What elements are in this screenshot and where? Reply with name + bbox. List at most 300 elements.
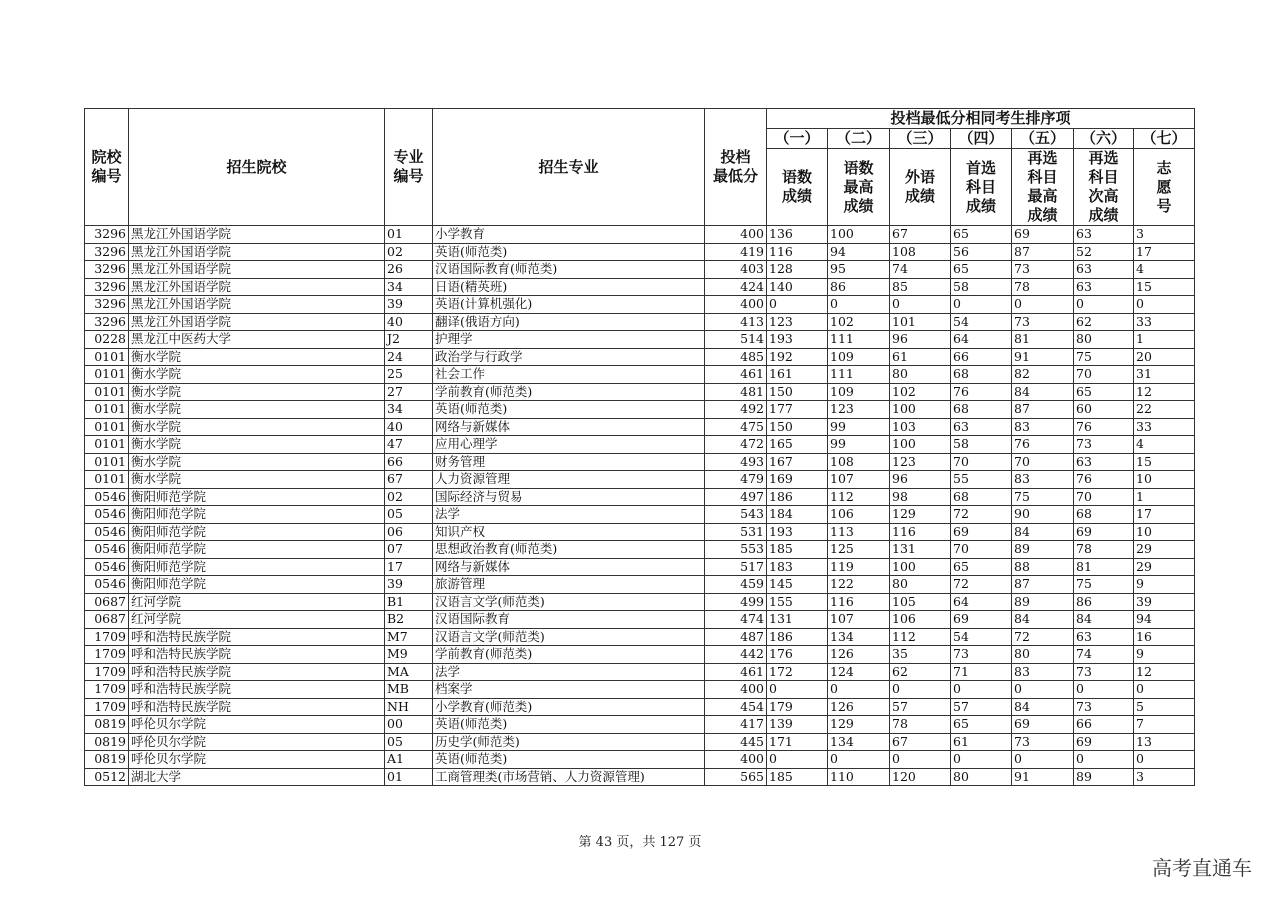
header-order-2: （二） bbox=[828, 129, 890, 149]
preference-number-cell: 10 bbox=[1134, 523, 1195, 541]
school-name-cell: 衡水学院 bbox=[129, 366, 385, 384]
major-name-cell: 日语(精英班) bbox=[433, 278, 705, 296]
major-name-cell: 汉语言文学(师范类) bbox=[433, 593, 705, 611]
chinese-math-max-cell: 134 bbox=[828, 628, 890, 646]
preference-number-cell: 9 bbox=[1134, 646, 1195, 664]
chinese-math-max-cell: 111 bbox=[828, 366, 890, 384]
min-score-cell: 400 bbox=[705, 751, 767, 769]
elective-max-score-cell: 0 bbox=[1012, 296, 1074, 314]
table-row bbox=[85, 593, 1195, 611]
table-row bbox=[85, 331, 1195, 349]
elective-second-score-cell: 63 bbox=[1074, 628, 1134, 646]
min-score-cell: 400 bbox=[705, 681, 767, 699]
elective-second-score-cell: 65 bbox=[1074, 383, 1134, 401]
chinese-math-score-cell: 176 bbox=[767, 646, 828, 664]
elective-max-score-cell: 87 bbox=[1012, 401, 1074, 419]
major-code-cell: 34 bbox=[385, 278, 433, 296]
elective-max-score-cell: 81 bbox=[1012, 331, 1074, 349]
min-score-cell: 492 bbox=[705, 401, 767, 419]
foreign-language-score-cell: 112 bbox=[890, 628, 951, 646]
elective-second-score-cell: 52 bbox=[1074, 243, 1134, 261]
table-row bbox=[85, 751, 1195, 769]
preference-number-cell: 33 bbox=[1134, 313, 1195, 331]
foreign-language-score-cell: 67 bbox=[890, 226, 951, 244]
chinese-math-max-cell: 95 bbox=[828, 261, 890, 279]
first-subject-score-cell: 58 bbox=[951, 436, 1012, 454]
chinese-math-score-cell: 165 bbox=[767, 436, 828, 454]
first-subject-score-cell: 65 bbox=[951, 716, 1012, 734]
min-score-cell: 474 bbox=[705, 611, 767, 629]
min-score-cell: 419 bbox=[705, 243, 767, 261]
min-score-cell: 475 bbox=[705, 418, 767, 436]
header-elective-second-score: 再选 科目 次高 成绩 bbox=[1074, 149, 1134, 226]
major-name-cell: 护理学 bbox=[433, 331, 705, 349]
school-code-cell: 1709 bbox=[85, 663, 129, 681]
elective-max-score-cell: 73 bbox=[1012, 313, 1074, 331]
min-score-cell: 442 bbox=[705, 646, 767, 664]
chinese-math-score-cell: 177 bbox=[767, 401, 828, 419]
school-code-cell: 0546 bbox=[85, 541, 129, 559]
elective-max-score-cell: 90 bbox=[1012, 506, 1074, 524]
major-code-cell: 40 bbox=[385, 418, 433, 436]
major-name-cell: 人力资源管理 bbox=[433, 471, 705, 489]
min-score-cell: 565 bbox=[705, 768, 767, 786]
elective-second-score-cell: 0 bbox=[1074, 751, 1134, 769]
school-name-cell: 呼和浩特民族学院 bbox=[129, 681, 385, 699]
school-name-cell: 黑龙江外国语学院 bbox=[129, 261, 385, 279]
school-code-cell: 1709 bbox=[85, 681, 129, 699]
first-subject-score-cell: 64 bbox=[951, 331, 1012, 349]
school-name-cell: 衡水学院 bbox=[129, 418, 385, 436]
first-subject-score-cell: 65 bbox=[951, 558, 1012, 576]
elective-max-score-cell: 83 bbox=[1012, 418, 1074, 436]
major-name-cell: 翻译(俄语方向) bbox=[433, 313, 705, 331]
school-name-cell: 衡阳师范学院 bbox=[129, 541, 385, 559]
page-footer: 第 43 页，共 127 页 bbox=[578, 835, 702, 850]
admission-score-table bbox=[84, 108, 1195, 786]
chinese-math-max-cell: 124 bbox=[828, 663, 890, 681]
chinese-math-score-cell: 171 bbox=[767, 733, 828, 751]
chinese-math-max-cell: 106 bbox=[828, 506, 890, 524]
foreign-language-score-cell: 74 bbox=[890, 261, 951, 279]
first-subject-score-cell: 72 bbox=[951, 576, 1012, 594]
first-subject-score-cell: 68 bbox=[951, 488, 1012, 506]
major-code-cell: NH bbox=[385, 698, 433, 716]
chinese-math-max-cell: 110 bbox=[828, 768, 890, 786]
school-name-cell: 黑龙江外国语学院 bbox=[129, 313, 385, 331]
major-name-cell: 思想政治教育(师范类) bbox=[433, 541, 705, 559]
major-code-cell: M9 bbox=[385, 646, 433, 664]
first-subject-score-cell: 54 bbox=[951, 313, 1012, 331]
table-row bbox=[85, 716, 1195, 734]
school-code-cell: 3296 bbox=[85, 278, 129, 296]
elective-second-score-cell: 62 bbox=[1074, 313, 1134, 331]
major-name-cell: 社会工作 bbox=[433, 366, 705, 384]
chinese-math-score-cell: 185 bbox=[767, 768, 828, 786]
school-name-cell: 红河学院 bbox=[129, 611, 385, 629]
school-code-cell: 0819 bbox=[85, 716, 129, 734]
elective-second-score-cell: 89 bbox=[1074, 768, 1134, 786]
major-code-cell: 40 bbox=[385, 313, 433, 331]
table-row bbox=[85, 296, 1195, 314]
min-score-cell: 514 bbox=[705, 331, 767, 349]
school-name-cell: 呼伦贝尔学院 bbox=[129, 716, 385, 734]
chinese-math-max-cell: 102 bbox=[828, 313, 890, 331]
min-score-cell: 499 bbox=[705, 593, 767, 611]
elective-second-score-cell: 75 bbox=[1074, 348, 1134, 366]
header-tiebreak-group: 投档最低分相同考生排序项 bbox=[767, 109, 1195, 129]
foreign-language-score-cell: 100 bbox=[890, 401, 951, 419]
foreign-language-score-cell: 105 bbox=[890, 593, 951, 611]
major-code-cell: 05 bbox=[385, 506, 433, 524]
elective-second-score-cell: 76 bbox=[1074, 471, 1134, 489]
school-name-cell: 黑龙江外国语学院 bbox=[129, 243, 385, 261]
preference-number-cell: 4 bbox=[1134, 436, 1195, 454]
chinese-math-score-cell: 0 bbox=[767, 296, 828, 314]
foreign-language-score-cell: 85 bbox=[890, 278, 951, 296]
header-chinese-math-score: 语数 成绩 bbox=[767, 149, 828, 226]
elective-second-score-cell: 60 bbox=[1074, 401, 1134, 419]
school-name-cell: 衡水学院 bbox=[129, 348, 385, 366]
foreign-language-score-cell: 131 bbox=[890, 541, 951, 559]
preference-number-cell: 7 bbox=[1134, 716, 1195, 734]
first-subject-score-cell: 64 bbox=[951, 593, 1012, 611]
major-code-cell: M7 bbox=[385, 628, 433, 646]
major-name-cell: 网络与新媒体 bbox=[433, 558, 705, 576]
chinese-math-max-cell: 112 bbox=[828, 488, 890, 506]
first-subject-score-cell: 73 bbox=[951, 646, 1012, 664]
school-code-cell: 0101 bbox=[85, 471, 129, 489]
elective-second-score-cell: 63 bbox=[1074, 278, 1134, 296]
major-code-cell: 34 bbox=[385, 401, 433, 419]
chinese-math-max-cell: 109 bbox=[828, 348, 890, 366]
chinese-math-score-cell: 139 bbox=[767, 716, 828, 734]
preference-number-cell: 29 bbox=[1134, 558, 1195, 576]
elective-second-score-cell: 81 bbox=[1074, 558, 1134, 576]
chinese-math-score-cell: 128 bbox=[767, 261, 828, 279]
major-code-cell: 67 bbox=[385, 471, 433, 489]
major-code-cell: 02 bbox=[385, 243, 433, 261]
first-subject-score-cell: 69 bbox=[951, 523, 1012, 541]
first-subject-score-cell: 68 bbox=[951, 366, 1012, 384]
chinese-math-max-cell: 0 bbox=[828, 751, 890, 769]
elective-max-score-cell: 83 bbox=[1012, 471, 1074, 489]
min-score-cell: 531 bbox=[705, 523, 767, 541]
chinese-math-max-cell: 123 bbox=[828, 401, 890, 419]
major-name-cell: 学前教育(师范类) bbox=[433, 646, 705, 664]
chinese-math-score-cell: 169 bbox=[767, 471, 828, 489]
preference-number-cell: 3 bbox=[1134, 768, 1195, 786]
elective-max-score-cell: 91 bbox=[1012, 348, 1074, 366]
foreign-language-score-cell: 0 bbox=[890, 681, 951, 699]
major-name-cell: 历史学(师范类) bbox=[433, 733, 705, 751]
elective-max-score-cell: 91 bbox=[1012, 768, 1074, 786]
table-row bbox=[85, 471, 1195, 489]
preference-number-cell: 17 bbox=[1134, 243, 1195, 261]
first-subject-score-cell: 70 bbox=[951, 541, 1012, 559]
major-name-cell: 应用心理学 bbox=[433, 436, 705, 454]
school-code-cell: 3296 bbox=[85, 243, 129, 261]
school-code-cell: 0101 bbox=[85, 401, 129, 419]
elective-second-score-cell: 63 bbox=[1074, 453, 1134, 471]
major-name-cell: 汉语国际教育 bbox=[433, 611, 705, 629]
first-subject-score-cell: 69 bbox=[951, 611, 1012, 629]
elective-second-score-cell: 76 bbox=[1074, 418, 1134, 436]
table-row bbox=[85, 768, 1195, 786]
preference-number-cell: 1 bbox=[1134, 488, 1195, 506]
school-code-cell: 1709 bbox=[85, 646, 129, 664]
chinese-math-max-cell: 126 bbox=[828, 646, 890, 664]
elective-second-score-cell: 0 bbox=[1074, 681, 1134, 699]
header-min-score: 投档 最低分 bbox=[705, 109, 767, 226]
school-code-cell: 0228 bbox=[85, 331, 129, 349]
min-score-cell: 543 bbox=[705, 506, 767, 524]
school-code-cell: 0546 bbox=[85, 506, 129, 524]
elective-max-score-cell: 84 bbox=[1012, 383, 1074, 401]
table-row bbox=[85, 698, 1195, 716]
first-subject-score-cell: 65 bbox=[951, 226, 1012, 244]
school-code-cell: 3296 bbox=[85, 226, 129, 244]
elective-second-score-cell: 69 bbox=[1074, 523, 1134, 541]
foreign-language-score-cell: 116 bbox=[890, 523, 951, 541]
major-code-cell: 01 bbox=[385, 226, 433, 244]
elective-second-score-cell: 69 bbox=[1074, 733, 1134, 751]
elective-max-score-cell: 69 bbox=[1012, 226, 1074, 244]
header-order-4: （四） bbox=[951, 129, 1012, 149]
elective-second-score-cell: 75 bbox=[1074, 576, 1134, 594]
elective-second-score-cell: 70 bbox=[1074, 366, 1134, 384]
preference-number-cell: 17 bbox=[1134, 506, 1195, 524]
major-name-cell: 法学 bbox=[433, 663, 705, 681]
elective-second-score-cell: 86 bbox=[1074, 593, 1134, 611]
min-score-cell: 424 bbox=[705, 278, 767, 296]
chinese-math-max-cell: 0 bbox=[828, 296, 890, 314]
school-code-cell: 0546 bbox=[85, 558, 129, 576]
elective-second-score-cell: 78 bbox=[1074, 541, 1134, 559]
major-name-cell: 政治学与行政学 bbox=[433, 348, 705, 366]
preference-number-cell: 4 bbox=[1134, 261, 1195, 279]
header-order-3: （三） bbox=[890, 129, 951, 149]
table-header bbox=[85, 109, 1195, 226]
header-first-subject-score: 首选 科目 成绩 bbox=[951, 149, 1012, 226]
elective-max-score-cell: 73 bbox=[1012, 733, 1074, 751]
major-code-cell: 27 bbox=[385, 383, 433, 401]
first-subject-score-cell: 57 bbox=[951, 698, 1012, 716]
table-row bbox=[85, 436, 1195, 454]
elective-max-score-cell: 80 bbox=[1012, 646, 1074, 664]
school-name-cell: 衡水学院 bbox=[129, 383, 385, 401]
table-row bbox=[85, 261, 1195, 279]
major-code-cell: 17 bbox=[385, 558, 433, 576]
school-code-cell: 0101 bbox=[85, 383, 129, 401]
major-code-cell: B2 bbox=[385, 611, 433, 629]
table-row bbox=[85, 366, 1195, 384]
major-code-cell: 00 bbox=[385, 716, 433, 734]
major-name-cell: 小学教育(师范类) bbox=[433, 698, 705, 716]
chinese-math-max-cell: 119 bbox=[828, 558, 890, 576]
school-name-cell: 红河学院 bbox=[129, 593, 385, 611]
school-name-cell: 黑龙江中医药大学 bbox=[129, 331, 385, 349]
major-name-cell: 英语(计算机强化) bbox=[433, 296, 705, 314]
chinese-math-max-cell: 108 bbox=[828, 453, 890, 471]
elective-max-score-cell: 84 bbox=[1012, 611, 1074, 629]
foreign-language-score-cell: 101 bbox=[890, 313, 951, 331]
school-code-cell: 0101 bbox=[85, 348, 129, 366]
chinese-math-max-cell: 99 bbox=[828, 418, 890, 436]
table-row bbox=[85, 506, 1195, 524]
header-order-7: （七） bbox=[1134, 129, 1195, 149]
school-code-cell: 0101 bbox=[85, 366, 129, 384]
foreign-language-score-cell: 0 bbox=[890, 296, 951, 314]
school-code-cell: 0819 bbox=[85, 733, 129, 751]
chinese-math-score-cell: 131 bbox=[767, 611, 828, 629]
preference-number-cell: 3 bbox=[1134, 226, 1195, 244]
preference-number-cell: 94 bbox=[1134, 611, 1195, 629]
school-name-cell: 衡阳师范学院 bbox=[129, 576, 385, 594]
chinese-math-score-cell: 186 bbox=[767, 488, 828, 506]
chinese-math-max-cell: 113 bbox=[828, 523, 890, 541]
preference-number-cell: 0 bbox=[1134, 751, 1195, 769]
elective-max-score-cell: 73 bbox=[1012, 261, 1074, 279]
major-code-cell: 66 bbox=[385, 453, 433, 471]
school-name-cell: 呼伦贝尔学院 bbox=[129, 733, 385, 751]
school-name-cell: 衡水学院 bbox=[129, 471, 385, 489]
chinese-math-score-cell: 186 bbox=[767, 628, 828, 646]
chinese-math-score-cell: 0 bbox=[767, 681, 828, 699]
table-row bbox=[85, 453, 1195, 471]
school-name-cell: 衡水学院 bbox=[129, 453, 385, 471]
elective-max-score-cell: 70 bbox=[1012, 453, 1074, 471]
elective-max-score-cell: 87 bbox=[1012, 243, 1074, 261]
min-score-cell: 445 bbox=[705, 733, 767, 751]
foreign-language-score-cell: 103 bbox=[890, 418, 951, 436]
school-name-cell: 衡水学院 bbox=[129, 436, 385, 454]
major-code-cell: 25 bbox=[385, 366, 433, 384]
school-code-cell: 1709 bbox=[85, 698, 129, 716]
first-subject-score-cell: 80 bbox=[951, 768, 1012, 786]
major-code-cell: B1 bbox=[385, 593, 433, 611]
foreign-language-score-cell: 67 bbox=[890, 733, 951, 751]
preference-number-cell: 10 bbox=[1134, 471, 1195, 489]
chinese-math-score-cell: 150 bbox=[767, 418, 828, 436]
school-name-cell: 呼和浩特民族学院 bbox=[129, 698, 385, 716]
elective-second-score-cell: 0 bbox=[1074, 296, 1134, 314]
first-subject-score-cell: 54 bbox=[951, 628, 1012, 646]
school-code-cell: 0546 bbox=[85, 523, 129, 541]
chinese-math-max-cell: 107 bbox=[828, 471, 890, 489]
header-major-name: 招生专业 bbox=[433, 109, 705, 226]
first-subject-score-cell: 65 bbox=[951, 261, 1012, 279]
first-subject-score-cell: 0 bbox=[951, 751, 1012, 769]
preference-number-cell: 29 bbox=[1134, 541, 1195, 559]
major-name-cell: 工商管理类(市场营销、人力资源管理) bbox=[433, 768, 705, 786]
min-score-cell: 417 bbox=[705, 716, 767, 734]
school-code-cell: 0819 bbox=[85, 751, 129, 769]
chinese-math-score-cell: 172 bbox=[767, 663, 828, 681]
header-chinese-math-max: 语数 最高 成绩 bbox=[828, 149, 890, 226]
table-row bbox=[85, 541, 1195, 559]
chinese-math-max-cell: 107 bbox=[828, 611, 890, 629]
foreign-language-score-cell: 61 bbox=[890, 348, 951, 366]
major-code-cell: 39 bbox=[385, 576, 433, 594]
foreign-language-score-cell: 129 bbox=[890, 506, 951, 524]
table-row bbox=[85, 313, 1195, 331]
school-name-cell: 衡水学院 bbox=[129, 401, 385, 419]
table-row bbox=[85, 383, 1195, 401]
chinese-math-max-cell: 109 bbox=[828, 383, 890, 401]
min-score-cell: 487 bbox=[705, 628, 767, 646]
table-row bbox=[85, 278, 1195, 296]
chinese-math-score-cell: 136 bbox=[767, 226, 828, 244]
school-name-cell: 衡阳师范学院 bbox=[129, 506, 385, 524]
table-row bbox=[85, 576, 1195, 594]
min-score-cell: 517 bbox=[705, 558, 767, 576]
preference-number-cell: 16 bbox=[1134, 628, 1195, 646]
school-code-cell: 3296 bbox=[85, 296, 129, 314]
elective-second-score-cell: 84 bbox=[1074, 611, 1134, 629]
table-row bbox=[85, 733, 1195, 751]
school-code-cell: 0512 bbox=[85, 768, 129, 786]
chinese-math-score-cell: 193 bbox=[767, 523, 828, 541]
preference-number-cell: 9 bbox=[1134, 576, 1195, 594]
elective-max-score-cell: 84 bbox=[1012, 698, 1074, 716]
school-code-cell: 0687 bbox=[85, 593, 129, 611]
elective-max-score-cell: 72 bbox=[1012, 628, 1074, 646]
elective-second-score-cell: 73 bbox=[1074, 436, 1134, 454]
major-name-cell: 学前教育(师范类) bbox=[433, 383, 705, 401]
elective-max-score-cell: 82 bbox=[1012, 366, 1074, 384]
elective-second-score-cell: 70 bbox=[1074, 488, 1134, 506]
major-name-cell: 网络与新媒体 bbox=[433, 418, 705, 436]
header-order-1: （一） bbox=[767, 129, 828, 149]
min-score-cell: 493 bbox=[705, 453, 767, 471]
major-name-cell: 旅游管理 bbox=[433, 576, 705, 594]
chinese-math-score-cell: 183 bbox=[767, 558, 828, 576]
major-code-cell: A1 bbox=[385, 751, 433, 769]
elective-max-score-cell: 88 bbox=[1012, 558, 1074, 576]
foreign-language-score-cell: 123 bbox=[890, 453, 951, 471]
chinese-math-max-cell: 86 bbox=[828, 278, 890, 296]
chinese-math-score-cell: 0 bbox=[767, 751, 828, 769]
preference-number-cell: 20 bbox=[1134, 348, 1195, 366]
school-code-cell: 0687 bbox=[85, 611, 129, 629]
chinese-math-max-cell: 122 bbox=[828, 576, 890, 594]
elective-second-score-cell: 68 bbox=[1074, 506, 1134, 524]
first-subject-score-cell: 55 bbox=[951, 471, 1012, 489]
major-code-cell: 02 bbox=[385, 488, 433, 506]
first-subject-score-cell: 70 bbox=[951, 453, 1012, 471]
first-subject-score-cell: 0 bbox=[951, 681, 1012, 699]
header-school-name: 招生院校 bbox=[129, 109, 385, 226]
school-name-cell: 衡阳师范学院 bbox=[129, 523, 385, 541]
school-name-cell: 黑龙江外国语学院 bbox=[129, 278, 385, 296]
preference-number-cell: 13 bbox=[1134, 733, 1195, 751]
elective-max-score-cell: 0 bbox=[1012, 681, 1074, 699]
chinese-math-score-cell: 150 bbox=[767, 383, 828, 401]
min-score-cell: 413 bbox=[705, 313, 767, 331]
school-name-cell: 呼伦贝尔学院 bbox=[129, 751, 385, 769]
foreign-language-score-cell: 57 bbox=[890, 698, 951, 716]
first-subject-score-cell: 56 bbox=[951, 243, 1012, 261]
min-score-cell: 485 bbox=[705, 348, 767, 366]
header-order-6: （六） bbox=[1074, 129, 1134, 149]
school-code-cell: 0101 bbox=[85, 418, 129, 436]
header-elective-max-score: 再选 科目 最高 成绩 bbox=[1012, 149, 1074, 226]
preference-number-cell: 0 bbox=[1134, 296, 1195, 314]
major-name-cell: 英语(师范类) bbox=[433, 751, 705, 769]
min-score-cell: 400 bbox=[705, 296, 767, 314]
major-code-cell: 39 bbox=[385, 296, 433, 314]
